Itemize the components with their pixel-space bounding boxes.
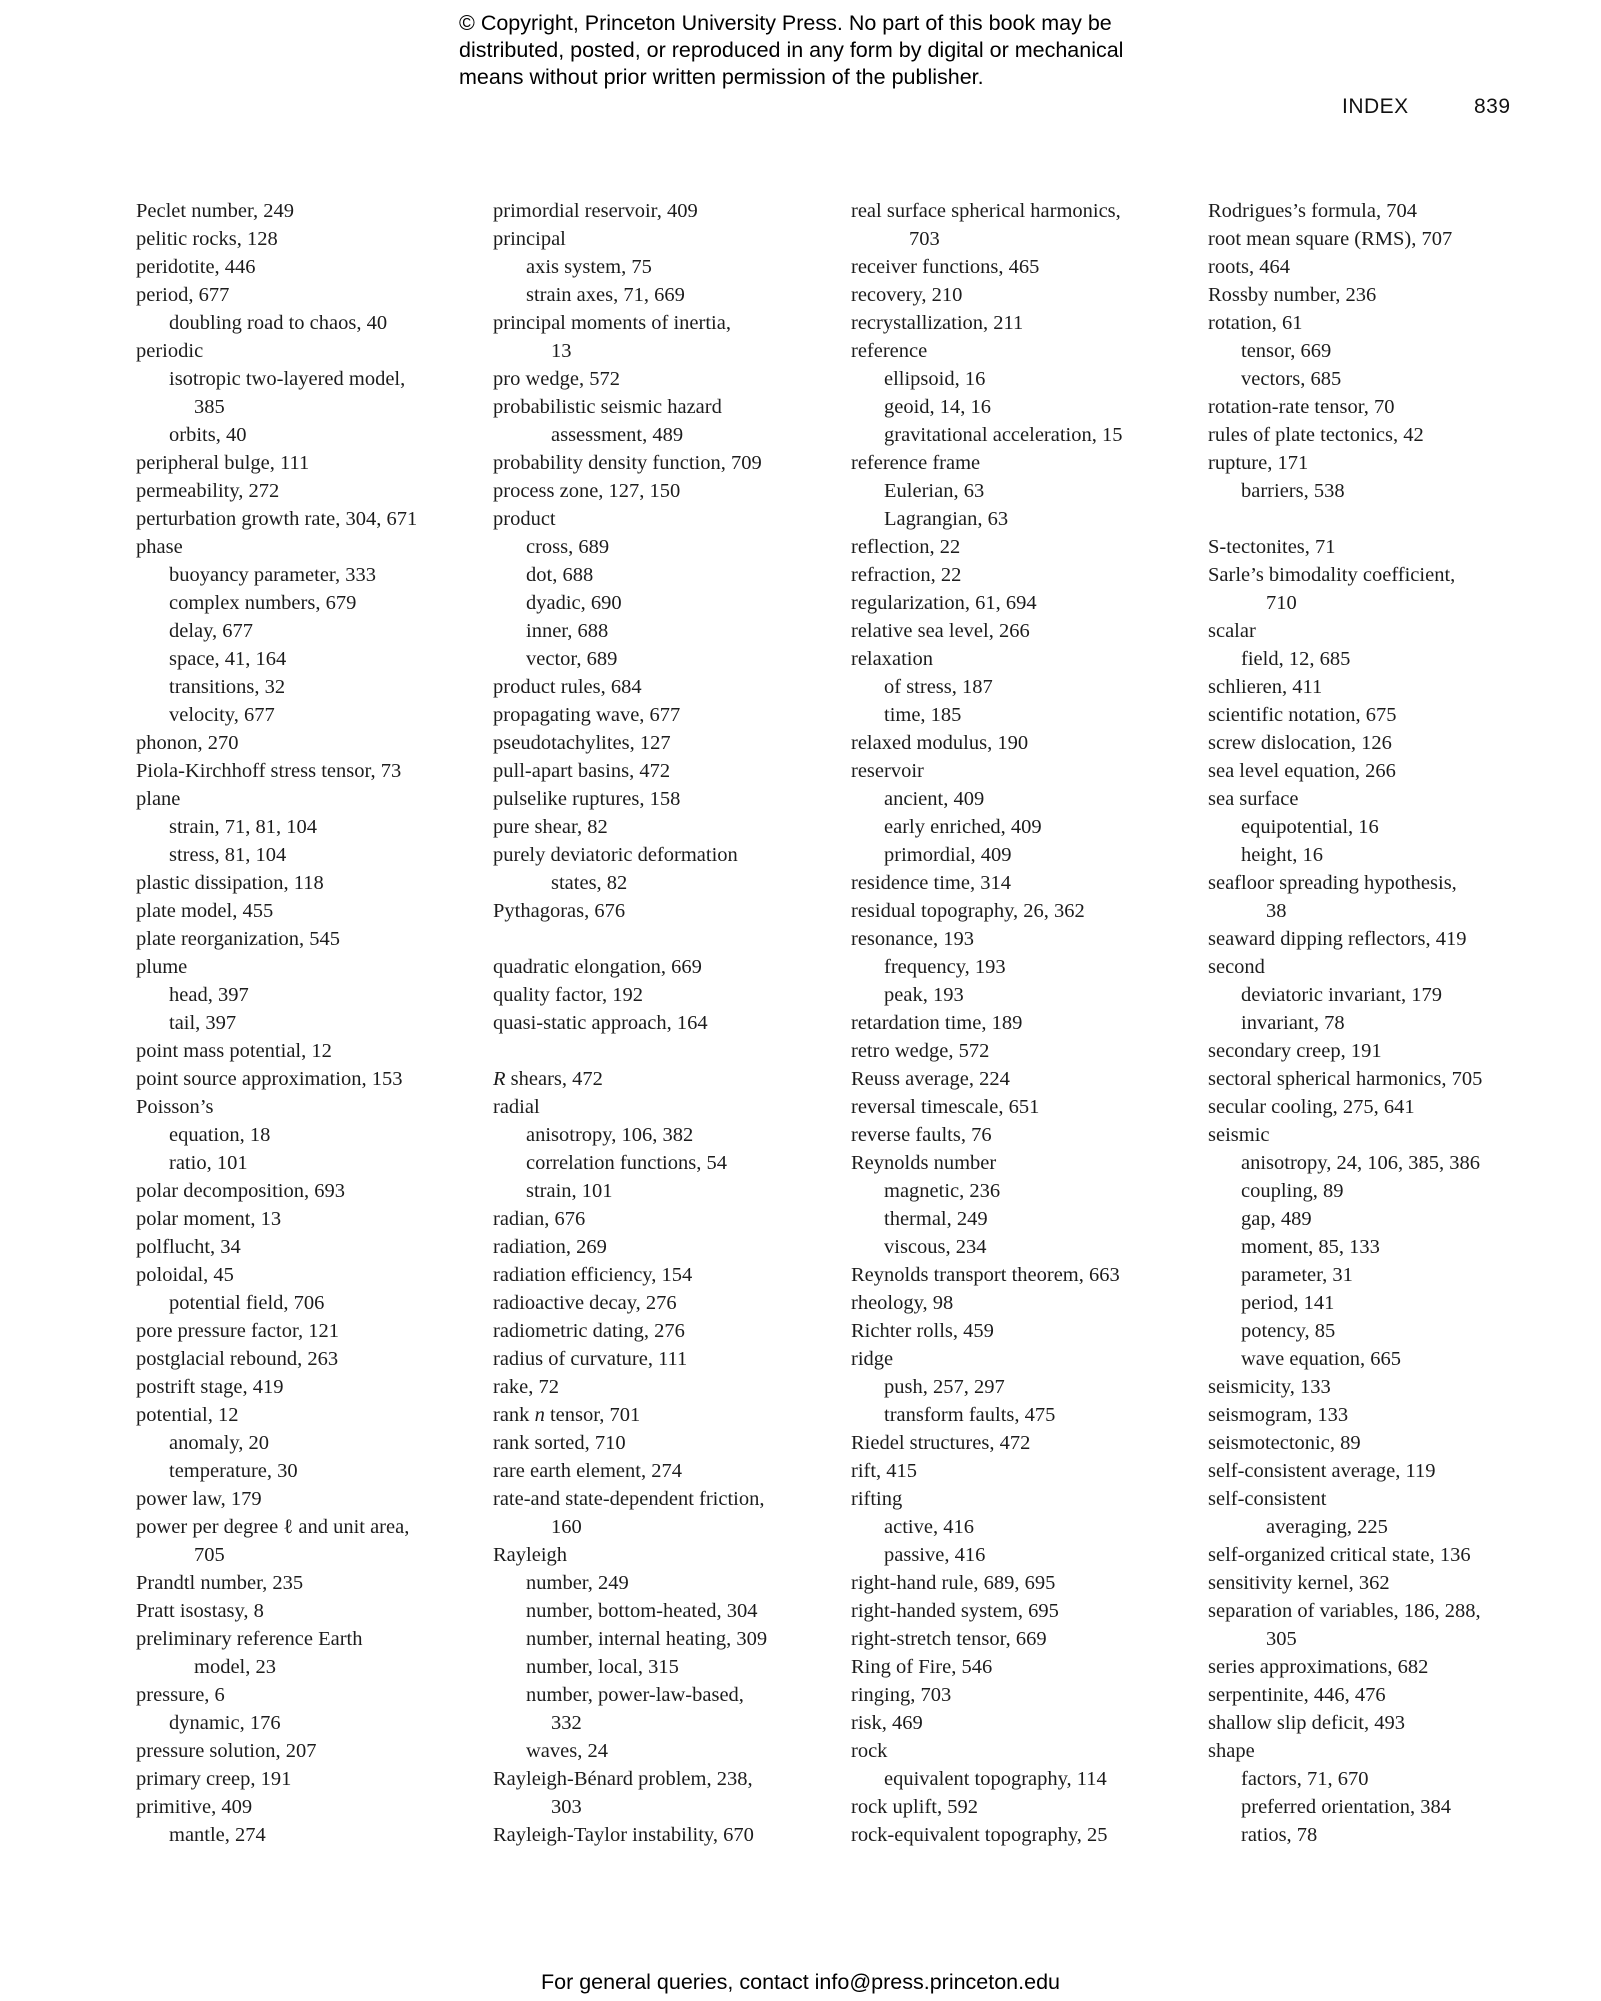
copyright-notice bbox=[459, 10, 1219, 91]
index-entry: refraction, 22 bbox=[851, 564, 962, 586]
index-entry: sea surface bbox=[1208, 788, 1299, 810]
index-entry: plate model, 455 bbox=[136, 900, 274, 922]
index-entry: permeability, 272 bbox=[136, 480, 280, 502]
index-entry: periodic bbox=[136, 340, 204, 362]
index-entry: rare earth element, 274 bbox=[493, 1460, 682, 1482]
index-entry: shallow slip deficit, 493 bbox=[1208, 1712, 1406, 1734]
index-entry: scalar bbox=[1208, 620, 1256, 642]
index-entry: pro wedge, 572 bbox=[493, 368, 620, 390]
index-subentry: parameter, 31 bbox=[1241, 1264, 1353, 1286]
index-entry: radioactive decay, 276 bbox=[493, 1292, 677, 1314]
index-entry: seismotectonic, 89 bbox=[1208, 1432, 1361, 1454]
index-subentry: dyadic, 690 bbox=[526, 592, 622, 614]
index-entry: Ring of Fire, 546 bbox=[851, 1656, 993, 1678]
index-entry: reverse faults, 76 bbox=[851, 1124, 992, 1146]
index-entry: relaxation bbox=[851, 648, 933, 670]
index-subentry: axis system, 75 bbox=[526, 256, 652, 278]
index-entry-continuation: assessment, 489 bbox=[551, 424, 684, 446]
running-head-label: INDEX bbox=[1342, 95, 1409, 118]
index-entry: Reuss average, 224 bbox=[851, 1068, 1010, 1090]
index-subentry: cross, 689 bbox=[526, 536, 610, 558]
copyright-line: distributed, posted, or reproduced in any form by digital or mechanical bbox=[459, 38, 1124, 62]
index-entry: recrystallization, 211 bbox=[851, 312, 1024, 334]
index-subentry: preferred orientation, 384 bbox=[1241, 1796, 1452, 1818]
index-entry: rift, 415 bbox=[851, 1460, 918, 1482]
index-entry: rank sorted, 710 bbox=[493, 1432, 626, 1454]
index-subentry: inner, 688 bbox=[526, 620, 609, 642]
index-entry: rules of plate tectonics, 42 bbox=[1208, 424, 1424, 446]
index-entry: residual topography, 26, 362 bbox=[851, 900, 1085, 922]
index-entry: rock uplift, 592 bbox=[851, 1796, 978, 1818]
index-subentry: strain axes, 71, 669 bbox=[526, 284, 685, 306]
index-subentry: isotropic two-layered model, bbox=[169, 368, 406, 390]
index-entry: pseudotachylites, 127 bbox=[493, 732, 671, 754]
index-entry: shape bbox=[1208, 1740, 1255, 1762]
index-entry: right-stretch tensor, 669 bbox=[851, 1628, 1047, 1650]
index-subentry: strain, 71, 81, 104 bbox=[169, 816, 318, 838]
index-entry: Riedel structures, 472 bbox=[851, 1432, 1031, 1454]
index-entry: recovery, 210 bbox=[851, 284, 963, 306]
index-entry: self-consistent average, 119 bbox=[1208, 1460, 1436, 1482]
index-subentry: vectors, 685 bbox=[1241, 368, 1342, 390]
index-subentry: number, power-law-based, bbox=[526, 1684, 744, 1706]
index-subentry: thermal, 249 bbox=[884, 1208, 988, 1230]
index-entry: plume bbox=[136, 956, 188, 978]
index-column-4 bbox=[1208, 197, 1548, 1849]
index-entry: seafloor spreading hypothesis, bbox=[1208, 872, 1457, 894]
index-entry: point source approximation, 153 bbox=[136, 1068, 403, 1090]
index-subentry: velocity, 677 bbox=[169, 704, 275, 726]
index-entry: product bbox=[493, 508, 556, 530]
index-entry: radiation efficiency, 154 bbox=[493, 1264, 693, 1286]
index-subentry: of stress, 187 bbox=[884, 676, 993, 698]
index-entry: purely deviatoric deformation bbox=[493, 844, 738, 866]
index-subentry: ratios, 78 bbox=[1241, 1824, 1318, 1846]
index-subentry: push, 257, 297 bbox=[884, 1376, 1005, 1398]
index-subentry: temperature, 30 bbox=[169, 1460, 298, 1482]
index-entry: seismicity, 133 bbox=[1208, 1376, 1331, 1398]
index-entry-continuation: 385 bbox=[194, 396, 225, 418]
index-entry: plastic dissipation, 118 bbox=[136, 872, 324, 894]
index-subentry: mantle, 274 bbox=[169, 1824, 266, 1846]
index-subentry: dynamic, 176 bbox=[169, 1712, 281, 1734]
index-entry: probability density function, 709 bbox=[493, 452, 762, 474]
index-entry: screw dislocation, 126 bbox=[1208, 732, 1392, 754]
index-entry: reversal timescale, 651 bbox=[851, 1096, 1040, 1118]
index-entry: radiometric dating, 276 bbox=[493, 1320, 685, 1342]
index-spacer bbox=[493, 925, 833, 953]
index-entry: Pratt isostasy, 8 bbox=[136, 1600, 264, 1622]
index-entry: relative sea level, 266 bbox=[851, 620, 1030, 642]
index-entry: right-handed system, 695 bbox=[851, 1600, 1059, 1622]
index-entry: peripheral bulge, 111 bbox=[136, 452, 310, 474]
index-subentry: number, internal heating, 309 bbox=[526, 1628, 768, 1650]
index-subentry: deviatoric invariant, 179 bbox=[1241, 984, 1442, 1006]
index-entry: schlieren, 411 bbox=[1208, 676, 1323, 698]
index-entry: power law, 179 bbox=[136, 1488, 262, 1510]
index-entry: principal bbox=[493, 228, 566, 250]
index-subentry: wave equation, 665 bbox=[1241, 1348, 1401, 1370]
index-subentry: Lagrangian, 63 bbox=[884, 508, 1009, 530]
index-entry-continuation: 13 bbox=[551, 340, 572, 362]
index-subentry: invariant, 78 bbox=[1241, 1012, 1345, 1034]
index-entry: radius of curvature, 111 bbox=[493, 1348, 688, 1370]
index-entry: point mass potential, 12 bbox=[136, 1040, 332, 1062]
index-entry: process zone, 127, 150 bbox=[493, 480, 681, 502]
index-subentry: gap, 489 bbox=[1241, 1208, 1312, 1230]
index-entry: secondary creep, 191 bbox=[1208, 1040, 1382, 1062]
index-entry: quality factor, 192 bbox=[493, 984, 644, 1006]
index-entry: primitive, 409 bbox=[136, 1796, 253, 1818]
index-entry: rotation, 61 bbox=[1208, 312, 1303, 334]
copyright-line: means without prior written permission of the publisher. bbox=[459, 65, 984, 89]
index-entry: Piola-Kirchhoff stress tensor, 73 bbox=[136, 760, 402, 782]
index-entry: Richter rolls, 459 bbox=[851, 1320, 994, 1342]
index-entry: second bbox=[1208, 956, 1265, 978]
index-entry: rupture, 171 bbox=[1208, 452, 1309, 474]
index-entry: polar decomposition, 693 bbox=[136, 1180, 345, 1202]
index-entry: Prandtl number, 235 bbox=[136, 1572, 304, 1594]
index-subentry: geoid, 14, 16 bbox=[884, 396, 992, 418]
index-entry: reservoir bbox=[851, 760, 924, 782]
index-entry: sea level equation, 266 bbox=[1208, 760, 1396, 782]
index-entry: potential, 12 bbox=[136, 1404, 239, 1426]
index-subentry: ratio, 101 bbox=[169, 1152, 248, 1174]
index-subentry: period, 141 bbox=[1241, 1292, 1335, 1314]
index-entry-continuation: 705 bbox=[194, 1544, 225, 1566]
index-subentry: anomaly, 20 bbox=[169, 1432, 270, 1454]
index-entry: polflucht, 34 bbox=[136, 1236, 241, 1258]
index-subentry: orbits, 40 bbox=[169, 424, 247, 446]
index-entry: right-hand rule, 689, 695 bbox=[851, 1572, 1056, 1594]
index-subentry: stress, 81, 104 bbox=[169, 844, 287, 866]
index-column-1 bbox=[136, 197, 476, 1849]
index-column-2 bbox=[493, 197, 833, 1849]
index-entry: preliminary reference Earth bbox=[136, 1628, 363, 1650]
index-subentry: Eulerian, 63 bbox=[884, 480, 985, 502]
index-entry: quadratic elongation, 669 bbox=[493, 956, 702, 978]
index-entry: reference frame bbox=[851, 452, 981, 474]
index-entry: S-tectonites, 71 bbox=[1208, 536, 1336, 558]
index-entry: rake, 72 bbox=[493, 1376, 560, 1398]
index-entry-continuation: 710 bbox=[1266, 592, 1297, 614]
index-subentry: tail, 397 bbox=[169, 1012, 237, 1034]
index-entry: Rayleigh bbox=[493, 1544, 568, 1566]
index-entry: pelitic rocks, 128 bbox=[136, 228, 278, 250]
index-entry: peridotite, 446 bbox=[136, 256, 256, 278]
index-subentry: strain, 101 bbox=[526, 1180, 613, 1202]
index-entry-continuation: 703 bbox=[909, 228, 940, 250]
index-entry: ringing, 703 bbox=[851, 1684, 952, 1706]
index-entry: series approximations, 682 bbox=[1208, 1656, 1429, 1678]
index-spacer bbox=[493, 1037, 833, 1065]
index-entry: plate reorganization, 545 bbox=[136, 928, 340, 950]
index-entry-continuation: 305 bbox=[1266, 1628, 1297, 1650]
index-entry: rifting bbox=[851, 1488, 903, 1510]
index-entry: R shears, 472 bbox=[493, 1068, 603, 1090]
index-entry: relaxed modulus, 190 bbox=[851, 732, 1029, 754]
index-entry-continuation: 160 bbox=[551, 1516, 582, 1538]
index-subentry: magnetic, 236 bbox=[884, 1180, 1001, 1202]
index-entry: root mean square (RMS), 707 bbox=[1208, 228, 1453, 250]
index-subentry: early enriched, 409 bbox=[884, 816, 1042, 838]
index-subentry: buoyancy parameter, 333 bbox=[169, 564, 376, 586]
index-subentry: equipotential, 16 bbox=[1241, 816, 1379, 838]
index-subentry: time, 185 bbox=[884, 704, 962, 726]
index-entry-continuation: 38 bbox=[1266, 900, 1287, 922]
index-subentry: moment, 85, 133 bbox=[1241, 1236, 1380, 1258]
index-entry: Poisson’s bbox=[136, 1096, 214, 1118]
index-subentry: viscous, 234 bbox=[884, 1236, 987, 1258]
footer-contact: For general queries, contact info@press.princeton.edu bbox=[540, 1970, 1060, 1994]
index-entry: residence time, 314 bbox=[851, 872, 1011, 894]
index-subentry: active, 416 bbox=[884, 1516, 974, 1538]
index-spacer bbox=[1208, 505, 1548, 533]
copyright-line: © Copyright, Princeton University Press. No part of this book may be bbox=[459, 11, 1112, 35]
index-entry: pulselike ruptures, 158 bbox=[493, 788, 681, 810]
index-entry: Pythagoras, 676 bbox=[493, 900, 626, 922]
index-subentry: field, 12, 685 bbox=[1241, 648, 1351, 670]
index-entry: Peclet number, 249 bbox=[136, 200, 295, 222]
index-entry-continuation: model, 23 bbox=[194, 1656, 276, 1678]
index-entry-continuation: 303 bbox=[551, 1796, 582, 1818]
index-entry: period, 677 bbox=[136, 284, 230, 306]
index-subentry: anisotropy, 24, 106, 385, 386 bbox=[1241, 1152, 1480, 1174]
index-entry: perturbation growth rate, 304, 671 bbox=[136, 508, 418, 530]
index-entry: radian, 676 bbox=[493, 1208, 586, 1230]
index-entry: pure shear, 82 bbox=[493, 816, 608, 838]
index-entry: postrift stage, 419 bbox=[136, 1376, 284, 1398]
index-entry: radial bbox=[493, 1096, 540, 1118]
index-subentry: transform faults, 475 bbox=[884, 1404, 1056, 1426]
index-entry: primordial reservoir, 409 bbox=[493, 200, 698, 222]
index-entry: Rayleigh-Taylor instability, 670 bbox=[493, 1824, 754, 1846]
index-entry: separation of variables, 186, 288, bbox=[1208, 1600, 1481, 1622]
index-entry-continuation: 332 bbox=[551, 1712, 582, 1734]
index-entry: self-consistent bbox=[1208, 1488, 1327, 1510]
index-subentry: space, 41, 164 bbox=[169, 648, 287, 670]
index-subentry: equation, 18 bbox=[169, 1124, 271, 1146]
index-entry: rate-and state-dependent friction, bbox=[493, 1488, 765, 1510]
index-subentry: correlation functions, 54 bbox=[526, 1152, 727, 1174]
index-entry: pull-apart basins, 472 bbox=[493, 760, 671, 782]
index-subentry: anisotropy, 106, 382 bbox=[526, 1124, 694, 1146]
index-entry: sensitivity kernel, 362 bbox=[1208, 1572, 1390, 1594]
index-subentry: factors, 71, 670 bbox=[1241, 1768, 1369, 1790]
index-subentry: doubling road to chaos, 40 bbox=[169, 312, 388, 334]
index-subentry: number, local, 315 bbox=[526, 1656, 679, 1678]
index-entry: phase bbox=[136, 536, 183, 558]
index-subentry: equivalent topography, 114 bbox=[884, 1768, 1107, 1790]
index-entry: rheology, 98 bbox=[851, 1292, 954, 1314]
index-entry: real surface spherical harmonics, bbox=[851, 200, 1121, 222]
index-subentry: ancient, 409 bbox=[884, 788, 985, 810]
index-entry: roots, 464 bbox=[1208, 256, 1290, 278]
index-subentry: peak, 193 bbox=[884, 984, 964, 1006]
index-entry: serpentinite, 446, 476 bbox=[1208, 1684, 1386, 1706]
index-entry-continuation: averaging, 225 bbox=[1266, 1516, 1388, 1538]
index-entry: quasi-static approach, 164 bbox=[493, 1012, 708, 1034]
index-entry: reflection, 22 bbox=[851, 536, 961, 558]
index-subentry: potential field, 706 bbox=[169, 1292, 325, 1314]
index-entry: propagating wave, 677 bbox=[493, 704, 681, 726]
index-entry: self-organized critical state, 136 bbox=[1208, 1544, 1471, 1566]
index-subentry: frequency, 193 bbox=[884, 956, 1006, 978]
index-subentry: potency, 85 bbox=[1241, 1320, 1336, 1342]
index-entry: secular cooling, 275, 641 bbox=[1208, 1096, 1415, 1118]
index-entry: polar moment, 13 bbox=[136, 1208, 282, 1230]
index-entry: radiation, 269 bbox=[493, 1236, 607, 1258]
index-entry: pore pressure factor, 121 bbox=[136, 1320, 339, 1342]
index-entry: Rayleigh-Bénard problem, 238, bbox=[493, 1768, 753, 1790]
index-entry: regularization, 61, 694 bbox=[851, 592, 1037, 614]
index-subentry: complex numbers, 679 bbox=[169, 592, 357, 614]
index-subentry: tensor, 669 bbox=[1241, 340, 1332, 362]
index-entry: principal moments of inertia, bbox=[493, 312, 731, 334]
index-subentry: transitions, 32 bbox=[169, 676, 286, 698]
page-number: 839 bbox=[1474, 95, 1511, 118]
index-subentry: number, bottom-heated, 304 bbox=[526, 1600, 758, 1622]
index-subentry: barriers, 538 bbox=[1241, 480, 1345, 502]
index-subentry: number, 249 bbox=[526, 1572, 629, 1594]
index-subentry: passive, 416 bbox=[884, 1544, 986, 1566]
index-entry: Reynolds number bbox=[851, 1152, 997, 1174]
index-entry: rank n tensor, 701 bbox=[493, 1404, 641, 1426]
index-entry: phonon, 270 bbox=[136, 732, 239, 754]
index-entry: postglacial rebound, 263 bbox=[136, 1348, 339, 1370]
index-subentry: dot, 688 bbox=[526, 564, 594, 586]
index-entry: poloidal, 45 bbox=[136, 1264, 234, 1286]
index-subentry: gravitational acceleration, 15 bbox=[884, 424, 1123, 446]
index-entry: rock bbox=[851, 1740, 888, 1762]
index-subentry: waves, 24 bbox=[526, 1740, 608, 1762]
index-entry: Rossby number, 236 bbox=[1208, 284, 1377, 306]
index-entry: pressure solution, 207 bbox=[136, 1740, 317, 1762]
index-entry: resonance, 193 bbox=[851, 928, 974, 950]
index-entry: Reynolds transport theorem, 663 bbox=[851, 1264, 1120, 1286]
index-subentry: coupling, 89 bbox=[1241, 1180, 1344, 1202]
index-entry: Rodrigues’s formula, 704 bbox=[1208, 200, 1417, 222]
index-entry: pressure, 6 bbox=[136, 1684, 225, 1706]
index-entry: plane bbox=[136, 788, 181, 810]
index-entry: power per degree ℓ and unit area, bbox=[136, 1516, 410, 1538]
index-entry: rock-equivalent topography, 25 bbox=[851, 1824, 1108, 1846]
index-entry: sectoral spherical harmonics, 705 bbox=[1208, 1068, 1483, 1090]
index-entry: scientific notation, 675 bbox=[1208, 704, 1397, 726]
index-entry: ridge bbox=[851, 1348, 894, 1370]
index-entry: probabilistic seismic hazard bbox=[493, 396, 722, 418]
index-entry: receiver functions, 465 bbox=[851, 256, 1040, 278]
index-entry: seismic bbox=[1208, 1124, 1270, 1146]
index-entry: product rules, 684 bbox=[493, 676, 642, 698]
index-entry: primary creep, 191 bbox=[136, 1768, 292, 1790]
index-subentry: ellipsoid, 16 bbox=[884, 368, 986, 390]
index-subentry: primordial, 409 bbox=[884, 844, 1012, 866]
index-subentry: head, 397 bbox=[169, 984, 249, 1006]
index-entry: seaward dipping reflectors, 419 bbox=[1208, 928, 1467, 950]
index-entry-continuation: states, 82 bbox=[551, 872, 628, 894]
index-column-3 bbox=[851, 197, 1191, 1849]
index-subentry: delay, 677 bbox=[169, 620, 254, 642]
index-entry: retardation time, 189 bbox=[851, 1012, 1023, 1034]
index-subentry: vector, 689 bbox=[526, 648, 618, 670]
index-subentry: height, 16 bbox=[1241, 844, 1323, 866]
index-entry: reference bbox=[851, 340, 928, 362]
index-entry: retro wedge, 572 bbox=[851, 1040, 990, 1062]
index-entry: risk, 469 bbox=[851, 1712, 923, 1734]
index-entry: rotation-rate tensor, 70 bbox=[1208, 396, 1395, 418]
index-entry: Sarle’s bimodality coefficient, bbox=[1208, 564, 1456, 586]
index-entry: seismogram, 133 bbox=[1208, 1404, 1349, 1426]
